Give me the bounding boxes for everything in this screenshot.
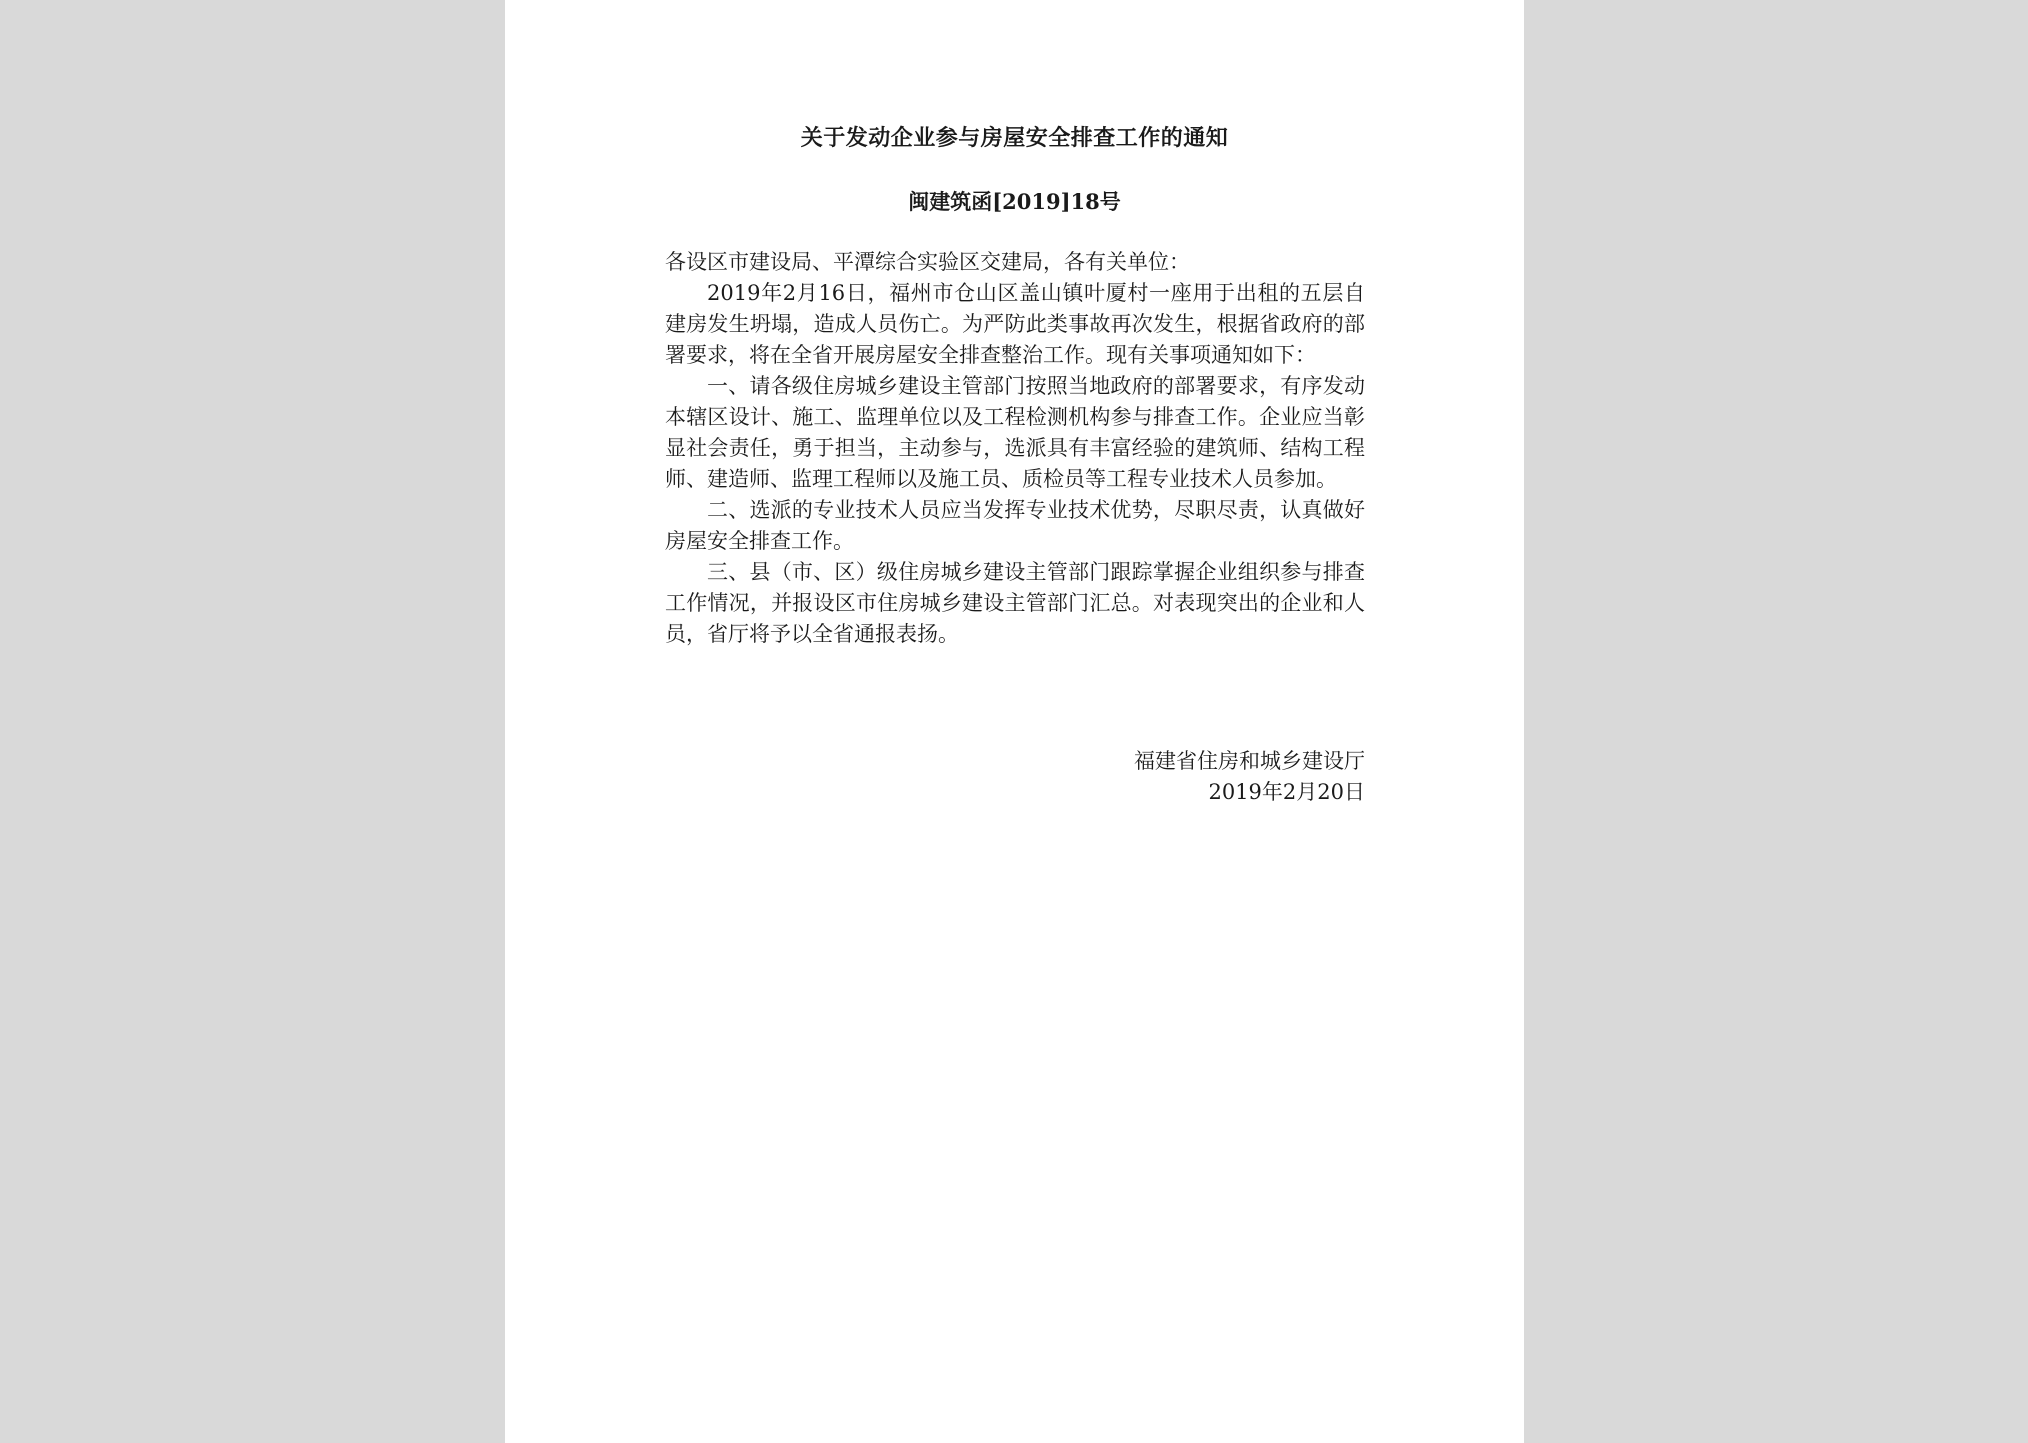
paragraph-item-2: 二、选派的专业技术人员应当发挥专业技术优势，尽职尽责，认真做好房屋安全排查工作。 — [665, 498, 1365, 553]
paragraph-item-3: 三、县（市、区）级住房城乡建设主管部门跟踪掌握企业组织参与排查工作情况，并报设区市住房城乡建设主管部门汇总。对表现突出的企业和人员，省厅将予以全省通报表扬。 — [665, 560, 1365, 646]
paragraph-intro: 2019年2月16日，福州市仓山区盖山镇叶厦村一座用于出租的五层自建房发生坍塌，造成人员伤亡。为严防此类事故再次发生，根据省政府的部署要求，将在全省开展房屋安全排查整治工作。现有关事项通知如下： — [665, 281, 1365, 367]
issue-date: 2019年2月20日 — [1208, 780, 1365, 804]
paragraph-item-1: 一、请各级住房城乡建设主管部门按照当地政府的部署要求，有序发动本辖区设计、施工、监理单位以及工程检测机构参与排查工作。企业应当彰显社会责任，勇于担当，主动参与，选派具有丰富经验的建筑师、结构工程师、建造师、监理工程师以及施工员、质检员等工程专业技术人员参加。 — [665, 374, 1365, 491]
document-page — [505, 0, 1524, 1443]
issuer: 福建省住房和城乡建设厅 — [1134, 749, 1365, 773]
document-body — [665, 247, 1365, 650]
document-title: 关于发动企业参与房屋安全排查工作的通知 — [800, 125, 1229, 151]
salutation: 各设区市建设局、平潭综合实验区交建局，各有关单位： — [665, 250, 1190, 274]
document-number: 闽建筑函[2019]18号 — [908, 189, 1121, 214]
signature-block — [665, 746, 1365, 808]
